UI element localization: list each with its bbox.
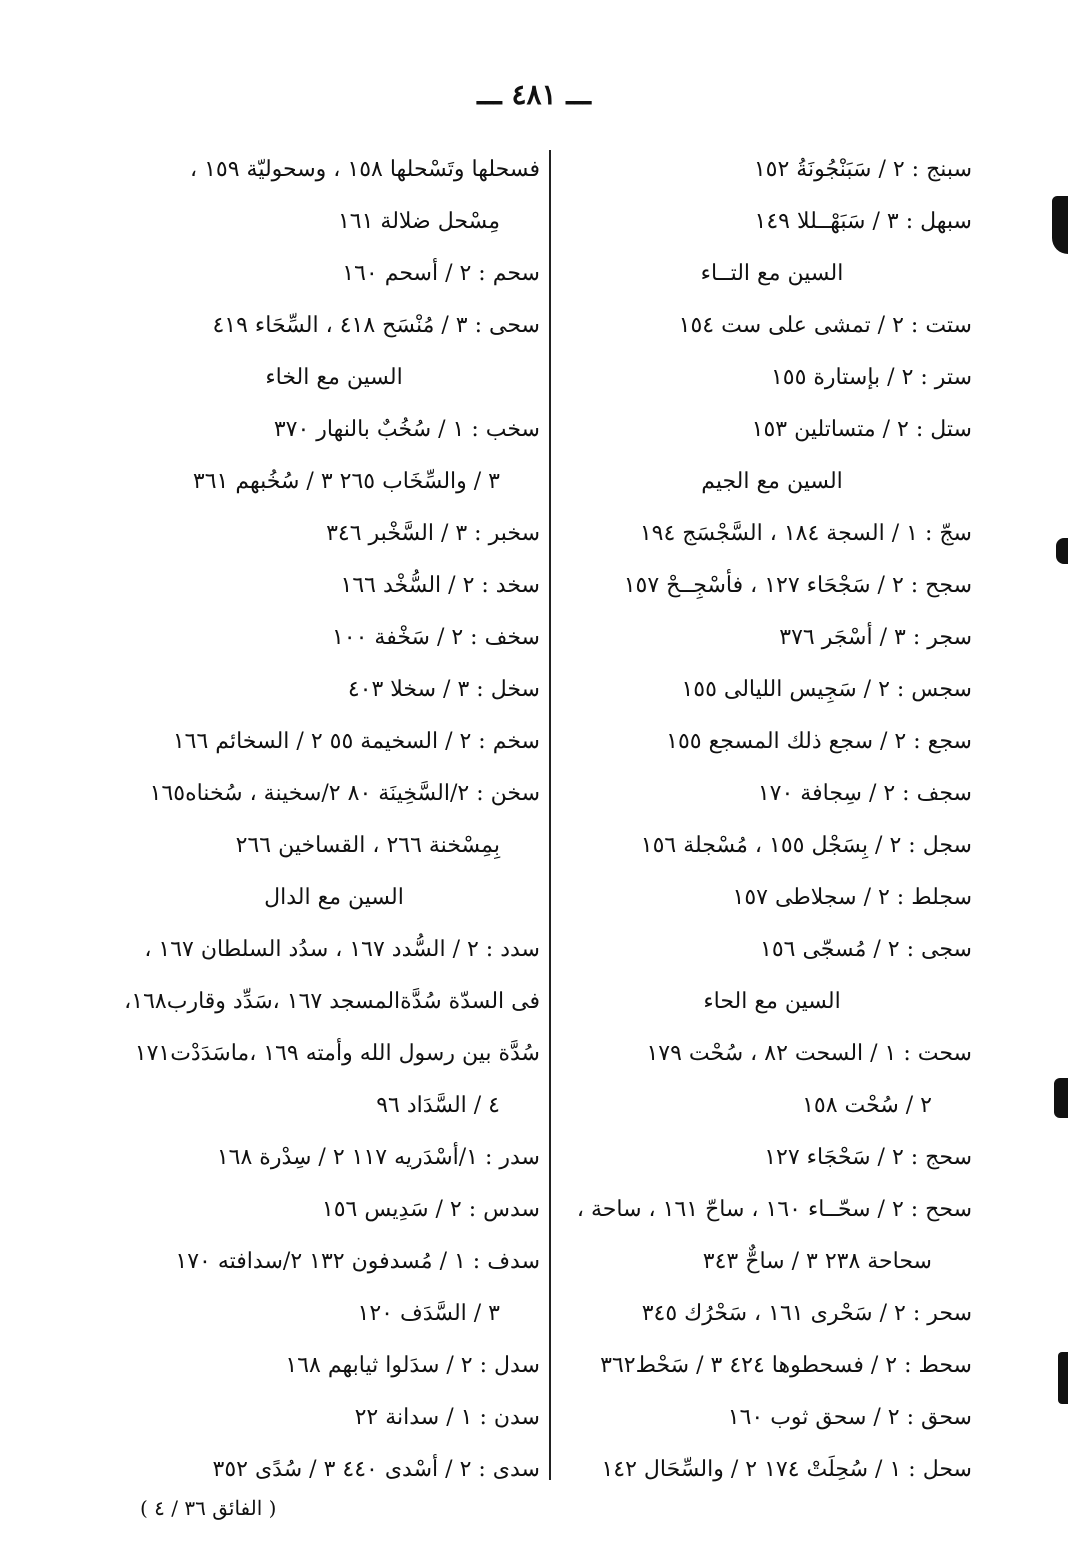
left-column-entry-line: سدن : ١ / سدانة ٢٢ bbox=[354, 1405, 540, 1430]
left-column-entry-line: سحم : ٢ / أسحم ١٦٠ bbox=[342, 261, 540, 286]
right-column-entry-line: سحط : ٢ / فسحطوها ٤٢٤ ٣ / سَحْط٣٦٢ bbox=[600, 1353, 972, 1378]
right-column-entry-line: سجف : ٢ / سِجافة ١٧٠ bbox=[757, 781, 972, 806]
right-column-entry-line: سبهل : ٣ / سَبَهْــللا ١٤٩ bbox=[754, 209, 972, 234]
left-column-entry-line: سخف : ٢ / سَخْفة ١٠٠ bbox=[331, 625, 540, 650]
left-column-section-heading: السين مع الدال bbox=[264, 885, 404, 910]
right-column-entry-line: سحج : ٢ / سَحْجَاء ١٢٧ bbox=[764, 1145, 972, 1170]
right-column-entry-line: سجى : ٢ / مُسجّى ١٥٦ bbox=[760, 937, 972, 962]
page-number: ـــ ٤٨١ ـــ bbox=[477, 78, 591, 111]
left-column-entry-line: مِسْحل ضلالة ١٦١ bbox=[337, 209, 500, 234]
right-column-section-heading: السين مع الجيم bbox=[701, 469, 843, 494]
right-column-entry-line: ٢ / سُحْت ١٥٨ bbox=[802, 1093, 932, 1118]
left-column-entry-line: ٤ / السَّدَاد ٩٦ bbox=[376, 1093, 500, 1118]
left-column-entry-line: سحى : ٣ / مُنْسَح ٤١٨ ، السِّحَاء ٤١٩ bbox=[212, 313, 540, 338]
left-column-entry-line: سخد : ٢ / السُّخْد ١٦٦ bbox=[340, 573, 540, 598]
right-column-entry-line: سجلط : ٢ / سجلاطى ١٥٧ bbox=[732, 885, 972, 910]
right-column-entry-line: سجر : ٣ / أسْجَر ٣٧٦ bbox=[779, 625, 972, 650]
left-column bbox=[124, 150, 540, 1490]
left-column-entry-line: فى السدّة سُدَّةالمسجد ١٦٧ ،سَدِّد وقارب١٦٨، bbox=[124, 989, 540, 1014]
left-column-entry-line: ٣ / السَّدَف ١٢٠ bbox=[357, 1301, 500, 1326]
left-column-entry-line: سدر : ١/أسْدَريه ١١٧ ٢ / سِدْرة ١٦٨ bbox=[216, 1145, 540, 1170]
left-column-entry-line: سخب : ١ / سُخُبٌ بالنهار ٣٧٠ bbox=[273, 417, 540, 442]
right-column-entry-line: سبنج : ٢ / سَبَنْجُونَةُ ١٥٢ bbox=[753, 157, 972, 182]
right-column-entry-line: سجس : ٢ / سَجِيس الليالى ١٥٥ bbox=[681, 677, 972, 702]
left-column-entry-line: سدى : ٢ / أسْدى ٤٤٠ ٣ / سُدًى ٣٥٢ bbox=[212, 1457, 540, 1482]
right-column-entry-line: سجل : ٢ / بِسَجْل ١٥٥ ، مُسْجلة ١٥٦ bbox=[640, 833, 972, 858]
right-column-entry-line: سجّ : ١ / السجة ١٨٤ ، السَّجْسَج ١٩٤ bbox=[639, 521, 972, 546]
left-column-entry-line: سخم : ٢ / السخيمة ٥٥ ٢ / السخائم ١٦٦ bbox=[172, 729, 540, 754]
left-column-entry-line: ٣ / والسِّخَاب ٢٦٥ ٣ / سُخُبهم ٣٦١ bbox=[192, 469, 500, 494]
right-column-entry-line: سجع : ٢ / سجع ذلك المسجع ١٥٥ bbox=[666, 729, 972, 754]
left-column-entry-line: سُدَّة بين رسول الله وأمته ١٦٩ ،ماسَدَدْت١٧١ bbox=[134, 1041, 540, 1066]
left-column-entry-line: سخن : ٢/السَّخِينَة ٨٠ ٢/سخينة ، سُخناه١٦٥ bbox=[149, 781, 540, 806]
scan-blot-lower bbox=[1054, 1078, 1068, 1118]
left-column-entry-line: سخبر : ٣ / السَّخْبر ٣٤٦ bbox=[326, 521, 540, 546]
scan-blot-bottom bbox=[1058, 1352, 1068, 1404]
left-column-entry-line: فسحلها وتَسْحلها ١٥٨ ، وسحوليّة ١٥٩ ، bbox=[189, 157, 540, 182]
footer-reference: ( الفائق ٣٦ / ٤ ) bbox=[140, 1496, 277, 1520]
right-column-section-heading: السين مع الحاء bbox=[703, 989, 841, 1014]
scan-blot-middle bbox=[1056, 538, 1068, 564]
left-column-entry-line: سدف : ١ / مُسدفون ١٣٢ ٢/سدافته ١٧٠ bbox=[175, 1249, 540, 1274]
scan-blot-top bbox=[1052, 196, 1068, 254]
right-column bbox=[572, 150, 972, 1490]
column-divider bbox=[549, 150, 551, 1480]
right-column-entry-line: ستر : ٢ / بإستارة ١٥٥ bbox=[770, 365, 972, 390]
left-column-entry-line: سدد : ٢ / السُّدد ١٦٧ ، سدُد السلطان ١٦٧ ، bbox=[144, 937, 540, 962]
left-column-section-heading: السين مع الخاء bbox=[265, 365, 403, 390]
right-column-entry-line: سحق : ٢ / سحق ثوب ١٦٠ bbox=[727, 1405, 972, 1430]
right-column-entry-line: سحت : ١ / السحت ٨٢ ، سُحْت ١٧٩ bbox=[646, 1041, 972, 1066]
right-column-entry-line: سحاحة ٢٣٨ ٣ / ساحٌّ ٣٤٣ bbox=[702, 1249, 932, 1274]
left-column-entry-line: سدس : ٢ / سَدِيس ١٥٦ bbox=[321, 1197, 540, 1222]
right-column-entry-line: سحر : ٢ / سَحْرى ١٦١ ، سَحْرُك ٣٤٥ bbox=[641, 1301, 972, 1326]
left-column-entry-line: بِمِسْخنة ٢٦٦ ، القساخين ٢٦٦ bbox=[235, 833, 500, 858]
right-column-entry-line: ستت : ٢ / تمشى على ست ١٥٤ bbox=[678, 313, 972, 338]
left-column-entry-line: سدل : ٢ / سدَلوا ثيابهم ١٦٨ bbox=[285, 1353, 540, 1378]
right-column-entry-line: سحل : ١ / سُحِلَتْ ١٧٤ ٢ / والسِّحَال ١٤٢ bbox=[601, 1457, 972, 1482]
right-column-entry-line: ستل : ٢ / متساتلين ١٥٣ bbox=[751, 417, 972, 442]
right-column-section-heading: السين مع التــاء bbox=[700, 261, 844, 286]
left-column-entry-line: سخل : ٣ / سخلا ٤٠٣ bbox=[347, 677, 540, 702]
right-column-entry-line: سجح : ٢ / سَجْحَاء ١٢٧ ، فأسْجِــحْ ١٥٧ bbox=[623, 573, 972, 598]
right-column-entry-line: سحح : ٢ / سحّــاء ١٦٠ ، ساحّ ١٦١ ، ساحة ، bbox=[576, 1197, 972, 1222]
